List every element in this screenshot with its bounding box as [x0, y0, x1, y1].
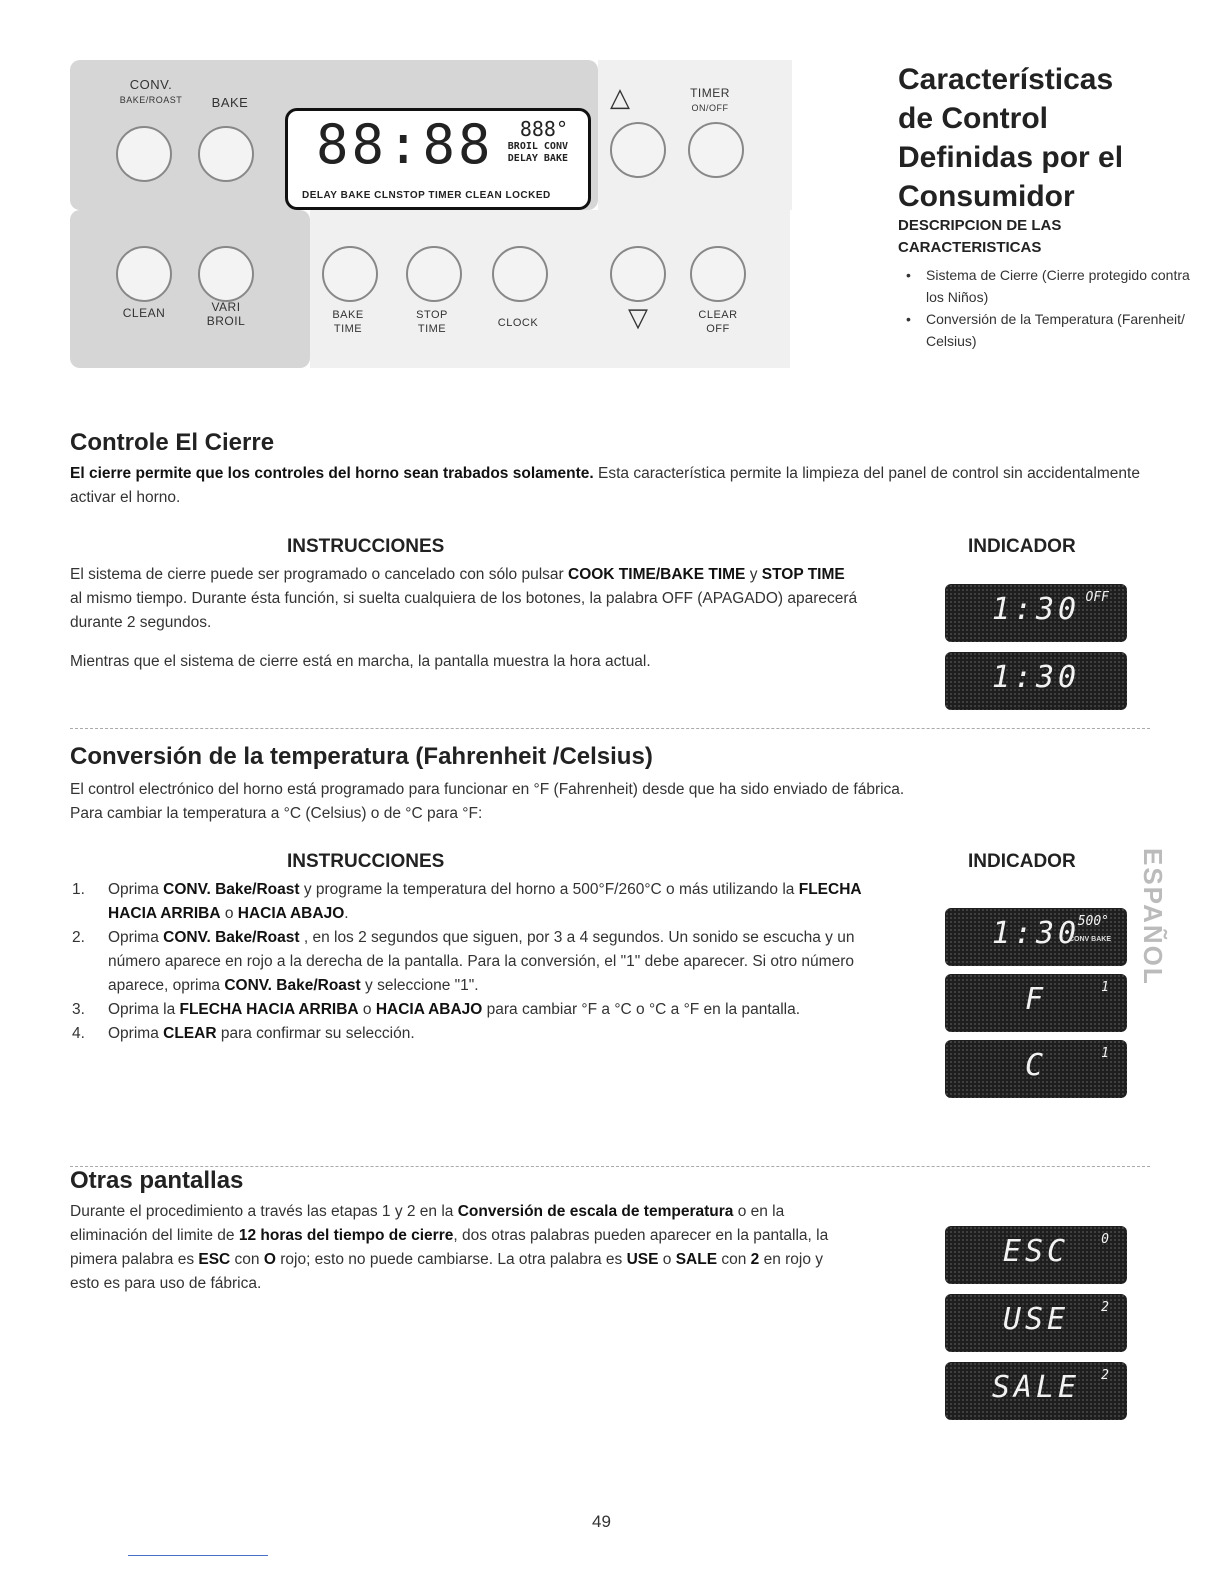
up-arrow-icon: △: [610, 82, 630, 112]
panel-lcd: [285, 108, 591, 210]
temp-display-f: F 1: [945, 974, 1127, 1032]
language-side-tab: ESPAÑOL: [1138, 848, 1168, 986]
bake-time-button[interactable]: [322, 246, 378, 302]
list-item: 2. Oprima CONV. Bake/Roast , en los 2 segundos que siguen, por 3 a 4 segundos. Un sonido se escucha y un número aparece en rojo a la derecha de la pantalla. Para la conversión, el "1" debe aparecer. Si otro número aparece, oprima CONV. Bake/Roast y seleccione "1".: [72, 929, 855, 994]
timer-label: TIMER ON/OFF: [690, 86, 730, 113]
lcd-indicator-strip: DELAY BAKE CLNSTOP TIMER CLEAN LOCKED: [302, 190, 551, 201]
vari-broil-label: VARI BROIL: [206, 300, 246, 328]
other-display-sale: SALE 2: [945, 1362, 1127, 1420]
clear-off-label: CLEAR OFF: [698, 309, 738, 335]
other-section-title: Otras pantallas: [70, 1167, 244, 1194]
lock-section-title: Controle El Cierre: [70, 429, 275, 456]
lock-indicator-heading: INDICADOR: [968, 536, 1076, 557]
clock-button[interactable]: [492, 246, 548, 302]
vari-broil-button[interactable]: [198, 246, 254, 302]
lock-display-off: 1:30 OFF: [945, 584, 1127, 642]
list-item: • Conversión de la Temperatura (Farenheit/ Celsius): [904, 308, 1204, 352]
lock-instructions-text: El sistema de cierre puede ser programado o cancelado con sólo pulsar COOK TIME/BAKE TIME y STOP TIME al mismo tiempo. Durante ésta función, si suelta cualquiera de los botones, la palabra OFF (APAGADO) aparecerá durante 2 segundos.: [70, 566, 858, 631]
panel-shade-bottom: [70, 210, 310, 368]
list-item: 4. Oprima CLEAR para confirmar su selección.: [72, 1025, 415, 1042]
lcd-small: 888° BROIL CONV DELAY BAKE: [507, 117, 568, 164]
lock-instructions-heading: INSTRUCCIONES: [287, 536, 445, 557]
lock-intro: El cierre permite que los controles del horno sean trabados solamente. Esta característica permite la limpieza del panel de control sin accidentalmente activar el horno.: [70, 465, 1140, 506]
conv-bake-roast-button[interactable]: [116, 126, 172, 182]
temp-intro: El control electrónico del horno está programado para funcionar en °F (Fahrenheit) desde que ha sido enviado de fábrica. Para cambiar la temperatura a °C (Celsius) o de °C para °F:: [70, 781, 905, 822]
clean-button[interactable]: [116, 246, 172, 302]
features-subheading: DESCRIPCION DE LAS CARACTERISTICAS: [898, 217, 1062, 256]
lcd-digits: 88:88: [316, 113, 494, 176]
bake-label: BAKE: [211, 95, 249, 110]
stop-time-label: STOP TIME: [416, 309, 448, 335]
temp-display-1: 1:30 500° CONV BAKE: [945, 908, 1127, 966]
clock-label: CLOCK: [497, 317, 539, 329]
lock-display-note: Mientras que el sistema de cierre está en marcha, la pantalla muestra la hora actual.: [70, 653, 651, 670]
list-item: • Sistema de Cierre (Cierre protegido contra los Niños): [904, 264, 1204, 308]
footer-rule: [128, 1555, 268, 1556]
temp-steps: [72, 878, 862, 1046]
other-display-esc: ESC 0: [945, 1226, 1127, 1284]
section-divider: [70, 728, 1150, 729]
page-title: Características de Control Definidas por el Consumidor: [898, 63, 1124, 213]
bake-time-label: BAKE TIME: [332, 309, 364, 335]
down-arrow-button[interactable]: [610, 246, 666, 302]
list-item: 3. Oprima la FLECHA HACIA ARRIBA o HACIA ABAJO para cambiar °F a °C o °C a °F en la pantalla.: [72, 1001, 801, 1018]
conv-label: CONV. BAKE/ROAST: [119, 77, 183, 105]
control-panel-illustration: [70, 60, 792, 370]
bake-button[interactable]: [198, 126, 254, 182]
clean-label: CLEAN: [122, 306, 166, 320]
up-arrow-button[interactable]: [610, 122, 666, 178]
other-display-use: USE 2: [945, 1294, 1127, 1352]
list-item: 1. Oprima CONV. Bake/Roast y programe la temperatura del horno a 500°F/260°C o más utilizando la FLECHA HACIA ARRIBA o HACIA ABAJO.: [72, 881, 862, 922]
down-arrow-icon: ▽: [628, 302, 648, 332]
stop-time-button[interactable]: [406, 246, 462, 302]
other-text: Durante el procedimiento a través las etapas 1 y 2 en la Conversión de escala de temperatura o en la eliminación del limite de 12 horas del tiempo de cierre, dos otras palabras pueden aparecer en la pantalla, la pimera palabra es ESC con O rojo; esto no puede cambiarse. La otra palabra es USE o SALE con 2 en rojo y esto es para uso de fábrica.: [70, 1203, 829, 1292]
temp-instructions-heading: INSTRUCCIONES: [287, 851, 445, 872]
features-list: [904, 264, 1204, 352]
temp-section-title: Conversión de la temperatura (Fahrenheit /Celsius): [70, 743, 653, 770]
temp-indicator-heading: INDICADOR: [968, 851, 1076, 872]
temp-display-c: C 1: [945, 1040, 1127, 1098]
timer-on-off-button[interactable]: [688, 122, 744, 178]
lock-display-time: 1:30: [945, 652, 1127, 710]
clear-off-button[interactable]: [690, 246, 746, 302]
page-number: 49: [592, 1512, 611, 1531]
